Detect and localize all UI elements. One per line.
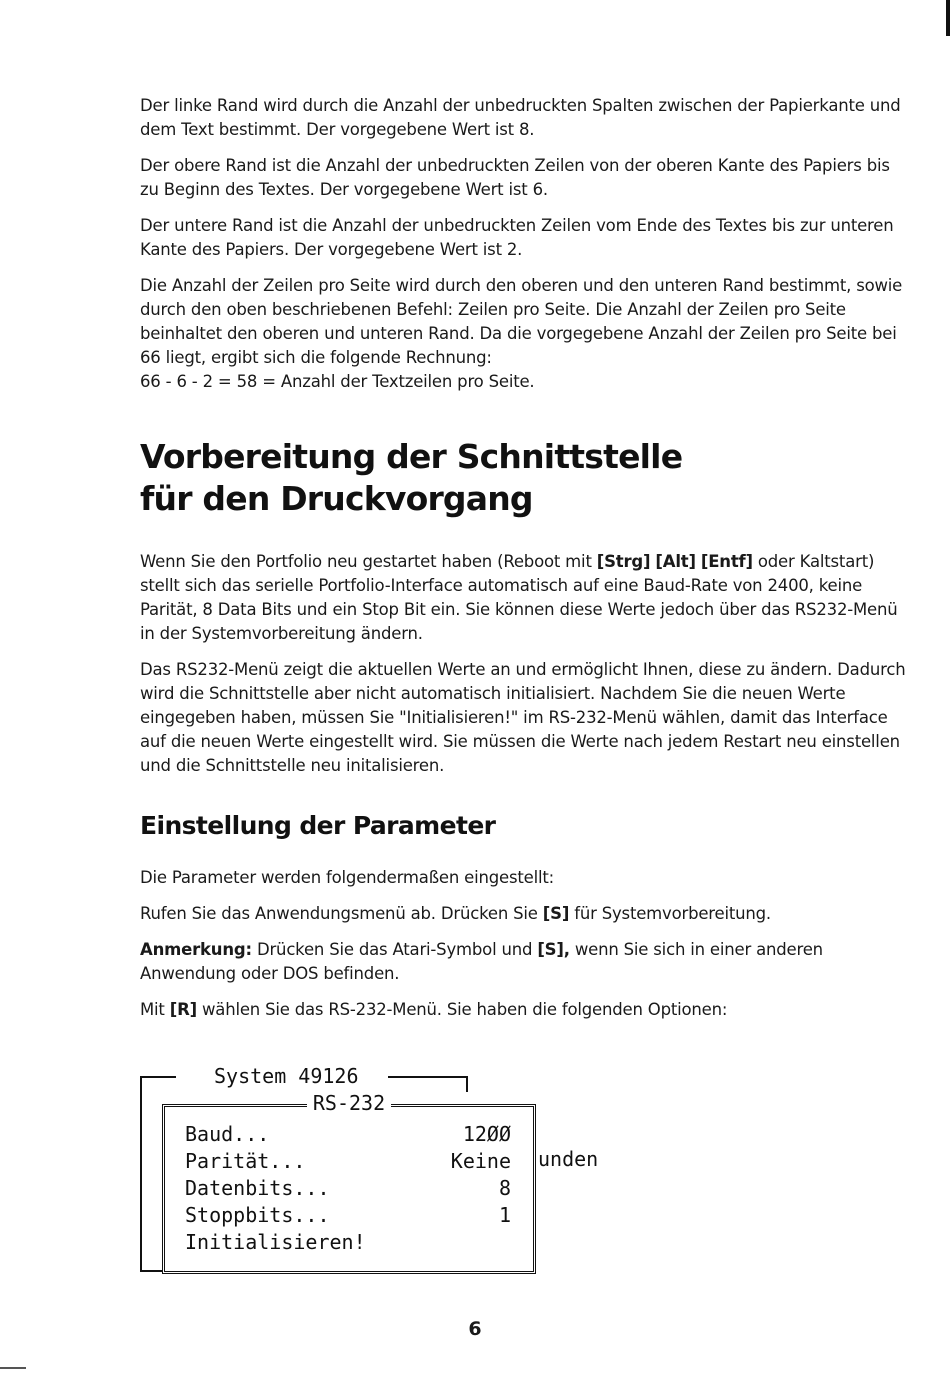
paragraph-reboot [140,550,910,646]
reboot-text-after: oder Kaltstart) stellt sich das serielle Portfolio-Interface automatisch auf eine Baud-Rate von 2400, keine Parität, 8 Data Bits und ein Stop Bit ein. Sie können diese Werte jedoch über das RS232-Menü in der Systemvorbereitung ändern. [140,552,898,643]
scan-corner-mark [0,1367,26,1369]
system-title: System 49126 [214,1064,359,1088]
option-paritaet[interactable] [185,1148,511,1175]
page-number: 6 [468,1318,482,1340]
rs232-menu-title-bar [165,1091,533,1115]
option-datenbits[interactable] [185,1175,511,1202]
menu-text-before: Rufen Sie das Anwendungsmenü ab. Drücken Sie [140,904,543,923]
option-initialisieren[interactable] [185,1229,511,1256]
paragraph-top-margin: Der obere Rand ist die Anzahl der unbedruckten Zeilen von der oberen Kante des Papiers bis zu Beginn des Textes. Der vorgegebene Wert ist 6. [140,156,890,199]
option-value: 8 [498,1176,511,1200]
rs232-menu-box [162,1091,536,1274]
page-content [140,94,910,1034]
note-text-before: Drücken Sie das Atari-Symbol und [251,940,538,959]
option-baud[interactable] [185,1121,511,1148]
option-label: Baud... [185,1122,270,1146]
reboot-text-before: Wenn Sie den Portfolio neu gestartet haben (Reboot mit [140,552,597,571]
option-value: 1 [498,1203,511,1227]
option-value: Keine [450,1149,511,1173]
key-alt: [Alt] [655,552,696,571]
section-heading-line2: für den Druckvorgang [140,479,533,518]
option-value: 12ØØ [462,1122,511,1146]
option-label: Datenbits... [185,1176,330,1200]
paragraph-r-key [140,998,910,1022]
paragraph-application-menu [140,902,910,926]
note-label: Anmerkung: [140,940,252,959]
lines-calculation: 66 - 6 - 2 = 58 = Anzahl der Textzeilen pro Seite. [140,372,535,391]
menu-text-after: für Systemvorbereitung. [569,904,771,923]
section-heading-line1: Vorbereitung der Schnittstelle [140,437,683,476]
key-s: [S] [542,904,570,923]
rs232-menu-title: RS-232 [307,1091,391,1115]
key-r: [R] [169,1000,197,1019]
option-label: Initialisieren! [185,1230,366,1254]
outer-frame-top-left [140,1076,176,1078]
paragraph-rs232-menu: Das RS232-Menü zeigt die aktuellen Werte an und ermöglicht Ihnen, diese zu ändern. Dadurch wird die Schnittstelle aber nicht automatisch initialisiert. Nachdem Sie die neuen Werte eingegeben haben, müssen Sie "Initialisieren!" im RS-232-Menü wählen, damit das Interface auf die neuen Werte eingestellt wird. Sie müssen die Werte nach jedem Restart neu einstellen und die Schnittstelle neu initalisieren. [140,660,906,775]
section-heading [140,436,910,520]
key-strg: [Strg] [596,552,651,571]
paragraph-lines-per-page [140,274,910,394]
key-entf: [Entf] [700,552,753,571]
option-label: Stoppbits... [185,1203,330,1227]
r-text-before: Mit [140,1000,170,1019]
option-label: Parität... [185,1149,306,1173]
paragraph-parameters: Die Parameter werden folgendermaßen eingestellt: [140,868,554,887]
scan-edge-mark [946,0,950,36]
subsection-heading: Einstellung der Parameter [140,811,496,840]
outer-frame-bottom [140,1270,162,1272]
outer-frame-left [140,1076,142,1272]
truncated-side-text: unden [538,1147,599,1171]
paragraph-left-margin: Der linke Rand wird durch die Anzahl der unbedruckten Spalten zwischen der Papierkante und dem Text bestimmt. Der vorgegebene Wert ist 8. [140,96,901,139]
paragraph-note [140,938,910,986]
r-text-after: wählen Sie das RS-232-Menü. Sie haben die folgenden Optionen: [196,1000,728,1019]
lines-per-page-text: Die Anzahl der Zeilen pro Seite wird durch den oberen und den unteren Rand bestimmt, sowie durch den oben beschriebenen Befehl: Zeilen pro Seite. Die Anzahl der Zeilen pro Seite beinhaltet den oberen und unteren Rand. Da die vorgegebene Anzahl der Zeilen pro Seite bei 66 liegt, ergibt sich die folgende Rechnung: [140,276,903,367]
paragraph-bottom-margin: Der untere Rand ist die Anzahl der unbedruckten Zeilen vom Ende des Textes bis zur unteren Kante des Papiers. Der vorgegebene Wert ist 2. [140,216,894,259]
rs232-screen-capture [140,1060,620,1275]
option-stoppbits[interactable] [185,1202,511,1229]
rs232-option-list [185,1121,511,1256]
note-text-after: wenn Sie sich in einer anderen Anwendung oder DOS befinden. [140,940,823,983]
outer-frame-top-right [388,1076,468,1078]
key-s-note: [S], [537,940,570,959]
outer-frame-right-tick [466,1076,468,1092]
